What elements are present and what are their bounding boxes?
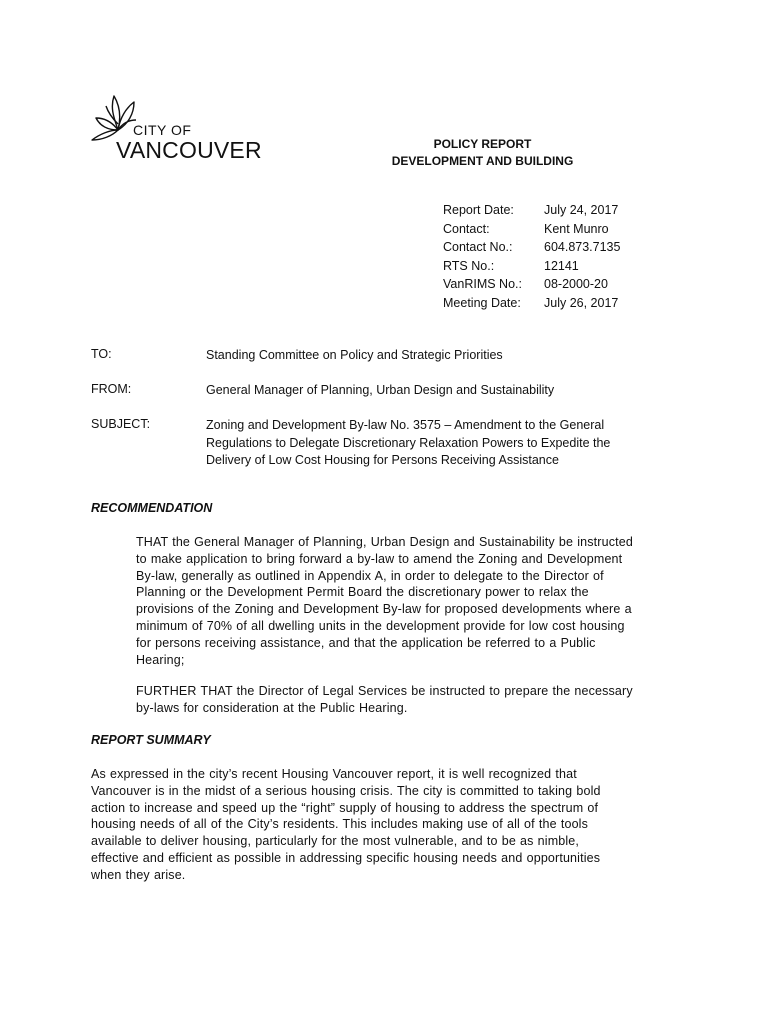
text-line: provisions of the Zoning and Development By-law for proposed developments where a — [136, 602, 632, 617]
text-line: By-law, generally as outlined in Appendix A, in order to delegate to the Director of — [136, 568, 604, 583]
report-summary-heading: REPORT SUMMARY — [91, 733, 211, 747]
text-line: when they arise. — [91, 867, 186, 882]
subject-line: Regulations to Delegate Discretionary Relaxation Powers to Expedite the — [206, 435, 611, 450]
text-line: Vancouver is in the midst of a serious housing crisis. The city is committed to taking bold — [91, 783, 601, 798]
from-label: FROM: — [91, 382, 132, 396]
report-meta — [443, 201, 620, 312]
text-line: minimum of 70% of all dwelling units in the development provide for low cost housing — [136, 618, 625, 633]
meta-value: Kent Munro — [544, 221, 609, 236]
subject-line: Zoning and Development By-law No. 3575 – Amendment to the General — [206, 418, 605, 432]
to-label: TO: — [91, 347, 112, 361]
text-line: Hearing; — [136, 652, 185, 667]
text-line: FURTHER THAT the Director of Legal Services be instructed to prepare the necessary — [136, 684, 633, 698]
text-line: action to increase and speed up the “right” supply of housing to address the spectrum of — [91, 800, 599, 815]
meta-row — [443, 275, 620, 294]
meta-value: 604.873.7135 — [544, 240, 621, 254]
meta-row — [443, 294, 620, 313]
logo-city-of: CITY OF — [133, 122, 192, 138]
text-line: to make application to bring forward a by-law to amend the Zoning and Development — [136, 551, 623, 566]
from-value: General Manager of Planning, Urban Design and Sustainability — [206, 383, 555, 397]
meta-label: RTS No.: — [443, 258, 495, 273]
meta-value: 12141 — [544, 258, 579, 273]
meta-label: Meeting Date: — [443, 295, 521, 310]
recommendation-paragraph-1 — [136, 534, 633, 668]
text-line: As expressed in the city’s recent Housing Vancouver report, it is well recognized that — [91, 767, 577, 781]
report-type-line2: DEVELOPMENT AND BUILDING — [391, 154, 574, 168]
text-line: effective and efficient as possible in addressing specific housing needs and opportunities — [91, 850, 601, 865]
report-type-line1: POLICY REPORT — [433, 137, 532, 151]
text-line: THAT the General Manager of Planning, Urban Design and Sustainability be instructed — [136, 535, 633, 549]
text-line: housing needs of all of the City’s residents. This includes making use of all of the tools — [91, 817, 588, 832]
meta-row — [443, 201, 620, 220]
meta-value: July 26, 2017 — [544, 295, 619, 310]
logo-vancouver: VANCOUVER — [116, 137, 262, 163]
meta-row — [443, 238, 620, 257]
text-line: for persons receiving assistance, and that the application be referred to a Public — [136, 635, 596, 650]
meta-label: Contact: — [443, 221, 490, 236]
subject-value — [206, 417, 666, 470]
report-summary-paragraph — [91, 766, 601, 884]
meta-label: VanRIMS No.: — [443, 277, 522, 291]
meta-value: July 24, 2017 — [544, 203, 619, 217]
report-type — [360, 136, 605, 170]
city-of-vancouver-logo — [88, 92, 268, 164]
meta-value: 08-2000-20 — [544, 277, 608, 291]
to-value: Standing Committee on Policy and Strategic Priorities — [206, 348, 503, 362]
subject-label: SUBJECT: — [91, 417, 151, 431]
text-line: by-laws for consideration at the Public Hearing. — [136, 700, 408, 715]
recommendation-heading: RECOMMENDATION — [91, 501, 213, 515]
text-line: available to deliver housing, particularly for the most vulnerable, and to be as nimble, — [91, 834, 580, 849]
recommendation-paragraph-2 — [136, 683, 633, 717]
meta-label: Contact No.: — [443, 240, 513, 254]
subject-line: Delivery of Low Cost Housing for Persons Receiving Assistance — [206, 453, 559, 467]
meta-row — [443, 220, 620, 239]
meta-row — [443, 257, 620, 276]
text-line: Planning or the Development Permit Board the discretionary power to relax the — [136, 585, 589, 600]
meta-label: Report Date: — [443, 203, 514, 217]
